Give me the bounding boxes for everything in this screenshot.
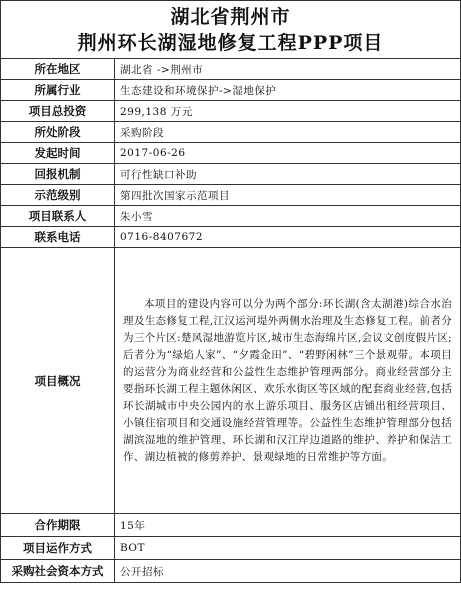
row-label-cooperation-period: 合作期限 — [1, 514, 115, 537]
table-row — [1, 122, 461, 143]
project-info-table — [0, 58, 461, 583]
row-value-return-mechanism: 可行性缺口补助 — [115, 164, 461, 185]
table-row — [1, 143, 461, 164]
row-label-total-investment: 项目总投资 — [1, 101, 115, 122]
row-value-stage: 采购阶段 — [115, 122, 461, 143]
row-value-operation-mode: BOT — [115, 537, 461, 560]
table-row — [1, 537, 461, 560]
table-row — [1, 80, 461, 101]
table-row — [1, 560, 461, 583]
table-row — [1, 514, 461, 537]
row-value-cooperation-period: 15年 — [115, 514, 461, 537]
row-value-demo-level: 第四批次国家示范项目 — [115, 185, 461, 206]
table-row — [1, 206, 461, 227]
row-label-procurement-method: 采购社会资本方式 — [1, 560, 115, 583]
row-label-operation-mode: 项目运作方式 — [1, 537, 115, 560]
row-value-procurement-method: 公开招标 — [115, 560, 461, 583]
title-line-province-city: 湖北省荆州市 — [170, 6, 291, 28]
row-value-contact-person: 朱小雪 — [115, 206, 461, 227]
table-row — [1, 164, 461, 185]
row-value-industry: 生态建设和环境保护->湿地保护 — [115, 80, 461, 101]
row-value-total-investment: 299,138 万元 — [115, 101, 461, 122]
row-label-contact-phone: 联系电话 — [1, 227, 115, 248]
table-row — [1, 227, 461, 248]
row-value-overview — [115, 248, 461, 514]
row-label-stage: 所处阶段 — [1, 122, 115, 143]
title-line-project-name: 荆州环长湖湿地修复工程PPP项目 — [77, 32, 384, 54]
row-label-demo-level: 示范级别 — [1, 185, 115, 206]
table-row — [1, 101, 461, 122]
row-value-contact-phone: 0716-8407672 — [115, 227, 461, 248]
row-label-industry: 所属行业 — [1, 80, 115, 101]
table-row — [1, 59, 461, 80]
row-label-contact-person: 项目联系人 — [1, 206, 115, 227]
table-row-overview — [1, 248, 461, 514]
row-value-region: 湖北省 ->荆州市 — [115, 59, 461, 80]
row-label-return-mechanism: 回报机制 — [1, 164, 115, 185]
row-label-region: 所在地区 — [1, 59, 115, 80]
document-title — [0, 0, 461, 58]
overview-paragraph: 本项目的建设内容可以分为两个部分:环长湖(含太湖港)综合水治理及生态修复工程,江汉运河堤外两侧水治理及生态修复工程。前者分为三个片区:楚风湿地游览片区,城市生态海绵片区,会议文创度假片区;后者分为“绿焰人家”、“夕霞金田”、“碧野闲林”三个景观带。本项目的运营分为商业经营和公益性生态维护管理两部分。商业经营部分主要指环长湖工程主题休闲区、欢乐水街区等区域的配套商业经营,包括环长湖城市中央公园内的水上游乐项目、服务区店铺出租经营项目、小镇住宿项目和交通设施经营管理等。公益性生态维护管理部分包括湖滨湿地的维护管理、环长湖和汉江岸边道路的维护、养护和保洁工作、湖边植被的修剪养护、景观绿地的日常维护等方面。 — [123, 297, 452, 463]
table-row — [1, 185, 461, 206]
row-label-launch-date: 发起时间 — [1, 143, 115, 164]
row-value-launch-date: 2017-06-26 — [115, 143, 461, 164]
row-label-overview: 项目概况 — [1, 248, 115, 514]
